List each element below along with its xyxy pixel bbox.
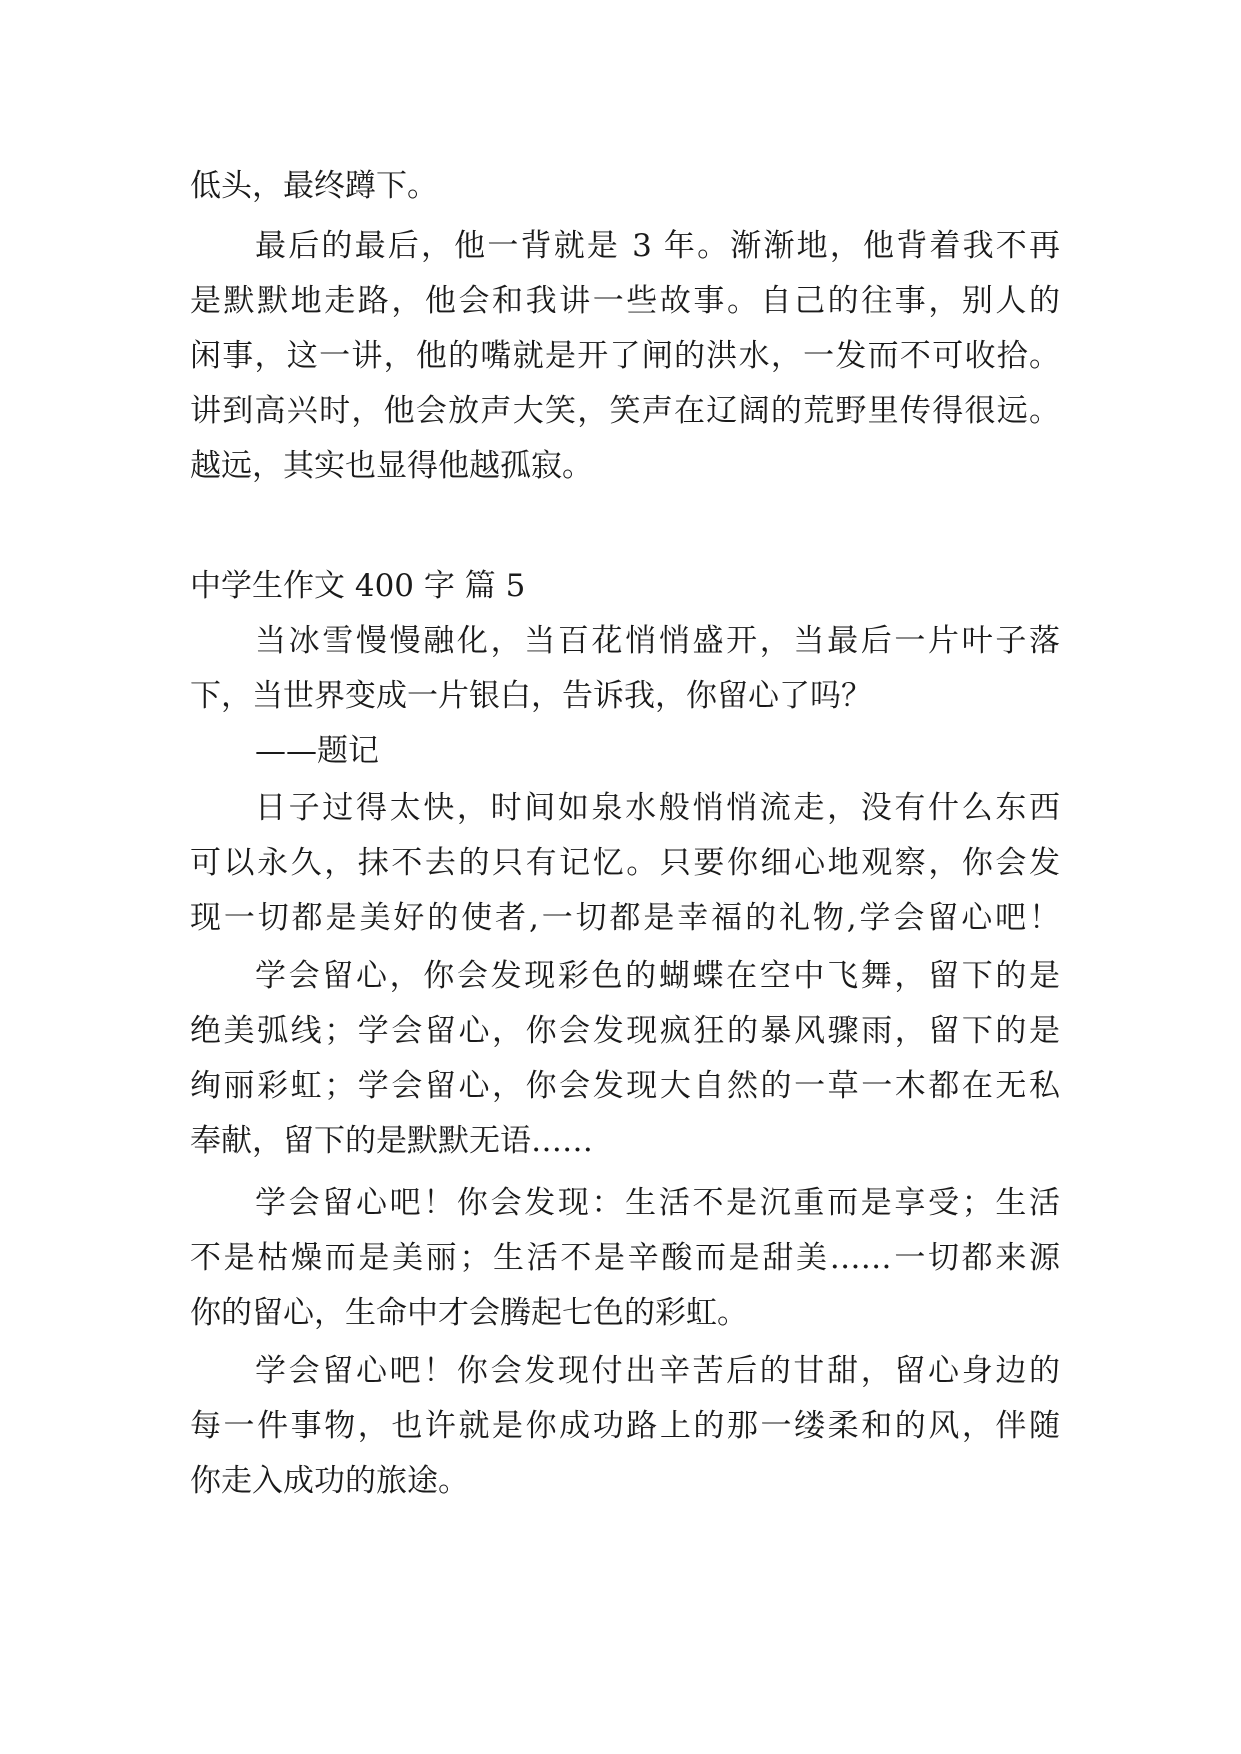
paragraph-5-line-1: 学会留心吧！你会发现付出辛苦后的甘甜，留心身边的 [255,1353,1060,1389]
paragraph-1-line-2: 是默默地走路，他会和我讲一些故事。自己的往事，别人的 [190,283,1060,319]
epigraph-line-2: 下，当世界变成一片银白，告诉我，你留心了吗？ [190,678,872,714]
paragraph-1-line-4: 讲到高兴时，他会放声大笑，笑声在辽阔的荒野里传得很远。 [190,393,1060,429]
paragraph-3-line-3: 绚丽彩虹；学会留心，你会发现大自然的一草一木都在无私 [190,1068,1060,1104]
paragraph-1-line-3: 闲事，这一讲，他的嘴就是开了闸的洪水，一发而不可收拾。 [190,338,1060,374]
epigraph-attribution: ——题记 [255,733,379,769]
paragraph-3-line-1: 学会留心，你会发现彩色的蝴蝶在空中飞舞，留下的是 [255,958,1060,994]
paragraph-2-line-1: 日子过得太快，时间如泉水般悄悄流走，没有什么东西 [255,790,1060,826]
continuation-line: 低头，最终蹲下。 [190,168,438,204]
paragraph-5-line-3: 你走入成功的旅途。 [190,1463,469,1499]
paragraph-5-line-2: 每一件事物，也许就是你成功路上的那一缕柔和的风，伴随 [190,1408,1060,1444]
paragraph-3-line-4: 奉献，留下的是默默无语…… [190,1123,593,1159]
paragraph-1-line-5: 越远，其实也显得他越孤寂。 [190,448,593,484]
paragraph-2-line-2: 可以永久，抹不去的只有记忆。只要你细心地观察，你会发 [190,845,1060,881]
section-heading: 中学生作文 400 字 篇 5 [190,568,526,604]
paragraph-1-line-1: 最后的最后，他一背就是 3 年。渐渐地，他背着我不再 [255,228,1060,264]
paragraph-4-line-2: 不是枯燥而是美丽；生活不是辛酸而是甜美……一切都来源 [190,1240,1060,1276]
paragraph-3-line-2: 绝美弧线；学会留心，你会发现疯狂的暴风骤雨，留下的是 [190,1013,1060,1049]
paragraph-4-line-1: 学会留心吧！你会发现：生活不是沉重而是享受；生活 [255,1185,1060,1221]
paragraph-4-line-3: 你的留心，生命中才会腾起七色的彩虹。 [190,1295,748,1331]
paragraph-2-line-3: 现一切都是美好的使者,一切都是幸福的礼物,学会留心吧！ [190,900,1060,936]
epigraph-line-1: 当冰雪慢慢融化，当百花悄悄盛开，当最后一片叶子落 [255,623,1060,659]
